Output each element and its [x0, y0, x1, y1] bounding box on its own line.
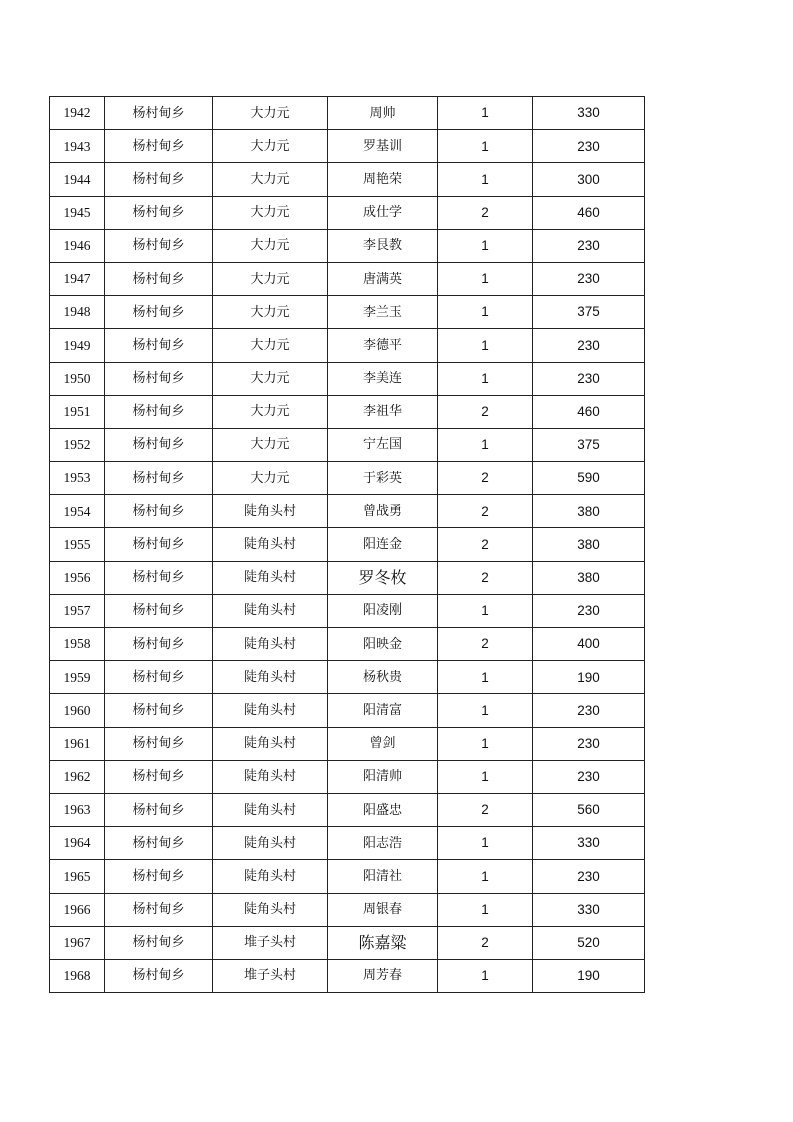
- table-row: [50, 594, 645, 627]
- township-cell: 杨村甸乡: [105, 760, 213, 793]
- person-name-cell: 阳清帅: [328, 760, 438, 793]
- village-cell: 堆子头村: [213, 926, 328, 959]
- township-cell: 杨村甸乡: [105, 860, 213, 893]
- township-cell: 杨村甸乡: [105, 462, 213, 495]
- row-number-cell: 1959: [50, 661, 105, 694]
- household-count-cell: 1: [438, 329, 533, 362]
- household-count-cell: 1: [438, 229, 533, 262]
- amount-cell: 230: [533, 130, 645, 163]
- person-name-cell: 李祖华: [328, 395, 438, 428]
- table-row: [50, 959, 645, 992]
- amount-cell: 380: [533, 495, 645, 528]
- village-cell: 大力元: [213, 428, 328, 461]
- amount-cell: 230: [533, 329, 645, 362]
- row-number-cell: 1962: [50, 760, 105, 793]
- village-cell: 陡角头村: [213, 727, 328, 760]
- household-count-cell: 1: [438, 594, 533, 627]
- village-cell: 陡角头村: [213, 495, 328, 528]
- village-cell: 陡角头村: [213, 827, 328, 860]
- amount-cell: 460: [533, 196, 645, 229]
- amount-cell: 375: [533, 296, 645, 329]
- row-number-cell: 1965: [50, 860, 105, 893]
- table-row: [50, 97, 645, 130]
- table-row: [50, 362, 645, 395]
- amount-cell: 190: [533, 959, 645, 992]
- household-count-cell: 1: [438, 428, 533, 461]
- table-row: [50, 196, 645, 229]
- row-number-cell: 1948: [50, 296, 105, 329]
- township-cell: 杨村甸乡: [105, 428, 213, 461]
- household-count-cell: 1: [438, 362, 533, 395]
- row-number-cell: 1967: [50, 926, 105, 959]
- amount-cell: 230: [533, 362, 645, 395]
- table-row: [50, 462, 645, 495]
- amount-cell: 590: [533, 462, 645, 495]
- person-name-cell: 曾剑: [328, 727, 438, 760]
- row-number-cell: 1952: [50, 428, 105, 461]
- row-number-cell: 1964: [50, 827, 105, 860]
- records-table-body: [50, 97, 645, 993]
- row-number-cell: 1942: [50, 97, 105, 130]
- person-name-cell: 杨秋贵: [328, 661, 438, 694]
- township-cell: 杨村甸乡: [105, 196, 213, 229]
- row-number-cell: 1950: [50, 362, 105, 395]
- row-number-cell: 1958: [50, 628, 105, 661]
- amount-cell: 230: [533, 262, 645, 295]
- village-cell: 陡角头村: [213, 528, 328, 561]
- township-cell: 杨村甸乡: [105, 163, 213, 196]
- township-cell: 杨村甸乡: [105, 362, 213, 395]
- row-number-cell: 1947: [50, 262, 105, 295]
- amount-cell: 380: [533, 528, 645, 561]
- village-cell: 大力元: [213, 97, 328, 130]
- person-name-cell: 阳盛忠: [328, 793, 438, 826]
- row-number-cell: 1945: [50, 196, 105, 229]
- household-count-cell: 1: [438, 694, 533, 727]
- household-count-cell: 2: [438, 561, 533, 594]
- village-cell: 陡角头村: [213, 793, 328, 826]
- person-name-cell: 阳清富: [328, 694, 438, 727]
- household-count-cell: 1: [438, 959, 533, 992]
- township-cell: 杨村甸乡: [105, 395, 213, 428]
- village-cell: 大力元: [213, 329, 328, 362]
- row-number-cell: 1949: [50, 329, 105, 362]
- household-count-cell: 1: [438, 130, 533, 163]
- household-count-cell: 1: [438, 262, 533, 295]
- township-cell: 杨村甸乡: [105, 628, 213, 661]
- household-count-cell: 1: [438, 661, 533, 694]
- records-table: [49, 96, 645, 993]
- amount-cell: 190: [533, 661, 645, 694]
- person-name-cell: 阳清社: [328, 860, 438, 893]
- household-count-cell: 1: [438, 827, 533, 860]
- table-row: [50, 727, 645, 760]
- household-count-cell: 1: [438, 760, 533, 793]
- township-cell: 杨村甸乡: [105, 262, 213, 295]
- person-name-cell: 宁左国: [328, 428, 438, 461]
- row-number-cell: 1946: [50, 229, 105, 262]
- amount-cell: 230: [533, 694, 645, 727]
- household-count-cell: 1: [438, 727, 533, 760]
- township-cell: 杨村甸乡: [105, 926, 213, 959]
- amount-cell: 300: [533, 163, 645, 196]
- amount-cell: 330: [533, 827, 645, 860]
- township-cell: 杨村甸乡: [105, 694, 213, 727]
- village-cell: 大力元: [213, 163, 328, 196]
- table-row: [50, 296, 645, 329]
- table-row: [50, 860, 645, 893]
- table-row: [50, 428, 645, 461]
- village-cell: 大力元: [213, 395, 328, 428]
- amount-cell: 330: [533, 893, 645, 926]
- household-count-cell: 1: [438, 97, 533, 130]
- amount-cell: 460: [533, 395, 645, 428]
- person-name-cell: 周芳春: [328, 959, 438, 992]
- row-number-cell: 1963: [50, 793, 105, 826]
- person-name-cell: 阳连金: [328, 528, 438, 561]
- table-row: [50, 229, 645, 262]
- household-count-cell: 2: [438, 395, 533, 428]
- person-name-cell: 周帅: [328, 97, 438, 130]
- township-cell: 杨村甸乡: [105, 97, 213, 130]
- row-number-cell: 1953: [50, 462, 105, 495]
- household-count-cell: 1: [438, 893, 533, 926]
- row-number-cell: 1961: [50, 727, 105, 760]
- township-cell: 杨村甸乡: [105, 594, 213, 627]
- village-cell: 堆子头村: [213, 959, 328, 992]
- person-name-cell: 唐满英: [328, 262, 438, 295]
- household-count-cell: 2: [438, 462, 533, 495]
- table-row: [50, 628, 645, 661]
- amount-cell: 230: [533, 760, 645, 793]
- township-cell: 杨村甸乡: [105, 561, 213, 594]
- township-cell: 杨村甸乡: [105, 827, 213, 860]
- row-number-cell: 1955: [50, 528, 105, 561]
- township-cell: 杨村甸乡: [105, 329, 213, 362]
- household-count-cell: 2: [438, 628, 533, 661]
- township-cell: 杨村甸乡: [105, 959, 213, 992]
- person-name-cell: 李艮教: [328, 229, 438, 262]
- table-row: [50, 793, 645, 826]
- household-count-cell: 1: [438, 163, 533, 196]
- table-row: [50, 827, 645, 860]
- table-row: [50, 926, 645, 959]
- village-cell: 大力元: [213, 362, 328, 395]
- person-name-cell: 阳映金: [328, 628, 438, 661]
- amount-cell: 230: [533, 727, 645, 760]
- village-cell: 陡角头村: [213, 694, 328, 727]
- person-name-cell: 罗基训: [328, 130, 438, 163]
- household-count-cell: 2: [438, 926, 533, 959]
- amount-cell: 380: [533, 561, 645, 594]
- person-name-cell: 周艳荣: [328, 163, 438, 196]
- table-row: [50, 661, 645, 694]
- amount-cell: 560: [533, 793, 645, 826]
- person-name-cell: 周银春: [328, 893, 438, 926]
- township-cell: 杨村甸乡: [105, 727, 213, 760]
- table-row: [50, 395, 645, 428]
- table-row: [50, 561, 645, 594]
- amount-cell: 230: [533, 229, 645, 262]
- village-cell: 大力元: [213, 296, 328, 329]
- village-cell: 陡角头村: [213, 893, 328, 926]
- table-row: [50, 760, 645, 793]
- row-number-cell: 1956: [50, 561, 105, 594]
- village-cell: 陡角头村: [213, 860, 328, 893]
- row-number-cell: 1966: [50, 893, 105, 926]
- township-cell: 杨村甸乡: [105, 893, 213, 926]
- township-cell: 杨村甸乡: [105, 130, 213, 163]
- row-number-cell: 1954: [50, 495, 105, 528]
- village-cell: 大力元: [213, 262, 328, 295]
- person-name-cell: 李德平: [328, 329, 438, 362]
- village-cell: 大力元: [213, 462, 328, 495]
- person-name-cell: 于彩英: [328, 462, 438, 495]
- person-name-cell: 李美连: [328, 362, 438, 395]
- row-number-cell: 1960: [50, 694, 105, 727]
- village-cell: 大力元: [213, 229, 328, 262]
- household-count-cell: 2: [438, 793, 533, 826]
- person-name-cell: 李兰玉: [328, 296, 438, 329]
- township-cell: 杨村甸乡: [105, 793, 213, 826]
- village-cell: 大力元: [213, 196, 328, 229]
- table-row: [50, 893, 645, 926]
- table-row: [50, 130, 645, 163]
- person-name-cell: 陈嘉粱: [328, 926, 438, 959]
- person-name-cell: 罗冬枚: [328, 561, 438, 594]
- village-cell: 大力元: [213, 130, 328, 163]
- table-row: [50, 262, 645, 295]
- household-count-cell: 2: [438, 196, 533, 229]
- village-cell: 陡角头村: [213, 628, 328, 661]
- amount-cell: 375: [533, 428, 645, 461]
- village-cell: 陡角头村: [213, 561, 328, 594]
- row-number-cell: 1968: [50, 959, 105, 992]
- township-cell: 杨村甸乡: [105, 528, 213, 561]
- village-cell: 陡角头村: [213, 661, 328, 694]
- household-count-cell: 1: [438, 296, 533, 329]
- township-cell: 杨村甸乡: [105, 495, 213, 528]
- household-count-cell: 2: [438, 528, 533, 561]
- person-name-cell: 曾战勇: [328, 495, 438, 528]
- row-number-cell: 1957: [50, 594, 105, 627]
- table-row: [50, 495, 645, 528]
- row-number-cell: 1943: [50, 130, 105, 163]
- amount-cell: 230: [533, 594, 645, 627]
- amount-cell: 230: [533, 860, 645, 893]
- table-row: [50, 329, 645, 362]
- household-count-cell: 2: [438, 495, 533, 528]
- village-cell: 陡角头村: [213, 594, 328, 627]
- row-number-cell: 1951: [50, 395, 105, 428]
- township-cell: 杨村甸乡: [105, 661, 213, 694]
- household-count-cell: 1: [438, 860, 533, 893]
- amount-cell: 520: [533, 926, 645, 959]
- amount-cell: 330: [533, 97, 645, 130]
- table-row: [50, 528, 645, 561]
- table-row: [50, 694, 645, 727]
- village-cell: 陡角头村: [213, 760, 328, 793]
- person-name-cell: 成仕学: [328, 196, 438, 229]
- table-row: [50, 163, 645, 196]
- township-cell: 杨村甸乡: [105, 296, 213, 329]
- row-number-cell: 1944: [50, 163, 105, 196]
- person-name-cell: 阳凌刚: [328, 594, 438, 627]
- amount-cell: 400: [533, 628, 645, 661]
- township-cell: 杨村甸乡: [105, 229, 213, 262]
- person-name-cell: 阳志浩: [328, 827, 438, 860]
